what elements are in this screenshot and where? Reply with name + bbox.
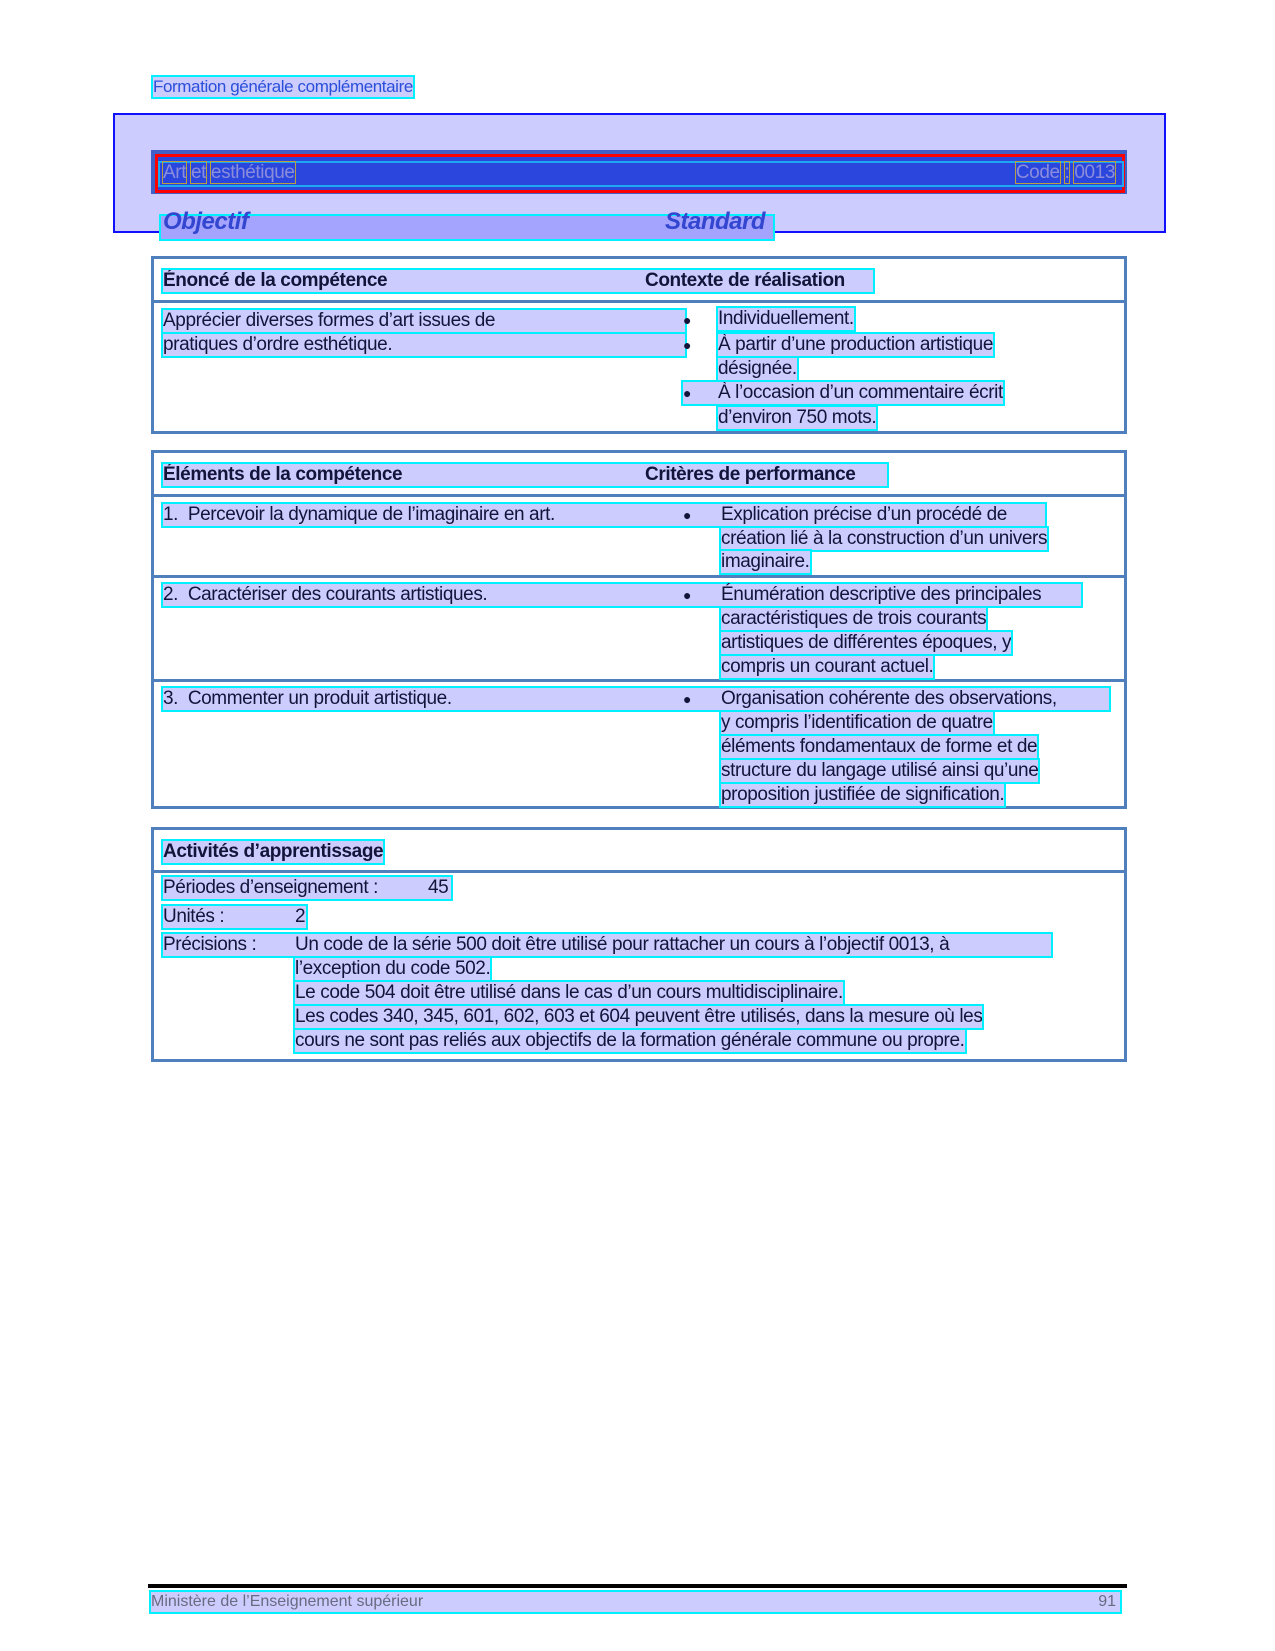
table-divider bbox=[151, 575, 1127, 578]
statement-line: pratiques d’ordre esthétique. bbox=[163, 334, 685, 356]
context-line: Individuellement. bbox=[718, 308, 854, 329]
bullet-icon: ● bbox=[683, 385, 692, 401]
details-line: cours ne sont pas reliés aux objectifs de la formation générale commune ou propre. bbox=[295, 1030, 965, 1051]
criteria-header: Critères de performance bbox=[645, 464, 856, 485]
table-divider bbox=[151, 679, 1127, 682]
footer-rule bbox=[148, 1584, 1127, 1588]
statement-header: Énoncé de la compétence Contexte de réalisation bbox=[163, 270, 873, 292]
units-row: Unités : 2 bbox=[163, 906, 306, 927]
context-line: ● À l’occasion d’un commentaire écrit bbox=[683, 382, 1003, 403]
criteria-line: compris un courant actuel. bbox=[721, 656, 934, 677]
title-band-line bbox=[158, 161, 1124, 187]
context-line: À partir d’une production artistique bbox=[718, 334, 993, 355]
bullet-icon: ● bbox=[683, 312, 692, 328]
details-line: Le code 504 doit être utilisé dans le cas d’un cours multidisciplinaire. bbox=[295, 982, 843, 1003]
statement-line: Apprécier diverses formes d’art issues de bbox=[163, 310, 685, 332]
bullet-icon: ● bbox=[683, 337, 692, 353]
objective-label: Objectif bbox=[163, 208, 249, 235]
periods-row: Périodes d’enseignement : 45 bbox=[163, 877, 451, 899]
course-code: Code : 0013 bbox=[1015, 162, 1115, 183]
details-row: Précisions : Un code de la série 500 doit être utilisé pour rattacher un cours à l’objectif 0013, à bbox=[163, 934, 1051, 956]
criteria-line: proposition justifiée de signification. bbox=[721, 784, 1005, 805]
running-head: Formation générale complémentaire bbox=[153, 77, 413, 96]
element-row-3: 3. Commenter un produit artistique. ● Organisation cohérente des observations, bbox=[163, 688, 1109, 710]
bullet-icon: ● bbox=[683, 507, 692, 523]
table-divider bbox=[151, 300, 1127, 303]
standard-label: Standard bbox=[665, 208, 766, 235]
context-header: Contexte de réalisation bbox=[645, 270, 845, 291]
element-row-2: 2. Caractériser des courants artistiques. ● Énumération descriptive des principales bbox=[163, 584, 1081, 606]
details-line: Les codes 340, 345, 601, 602, 603 et 604 peuvent être utilisés, dans la mesure où les bbox=[295, 1006, 983, 1027]
criteria-line: caractéristiques de trois courants bbox=[721, 608, 987, 629]
page-footer bbox=[151, 1592, 1120, 1612]
page-number: 91 bbox=[1098, 1593, 1116, 1610]
course-title: Art et esthétique bbox=[163, 162, 295, 183]
periods-value: 45 bbox=[428, 877, 449, 898]
footer-ministry: Ministère de l’Enseignement supérieur bbox=[151, 1593, 424, 1610]
units-value: 2 bbox=[295, 906, 306, 927]
bullet-icon: ● bbox=[683, 587, 692, 603]
context-line: d’environ 750 mots. bbox=[718, 407, 877, 428]
elements-header: Éléments de la compétence Critères de performance bbox=[163, 464, 887, 486]
table-divider bbox=[151, 494, 1127, 497]
table-divider bbox=[151, 870, 1127, 873]
criteria-line: création lié à la construction d’un univers bbox=[721, 528, 1048, 549]
activities-header: Activités d’apprentissage bbox=[163, 841, 384, 862]
bullet-icon: ● bbox=[683, 691, 692, 707]
criteria-line: artistiques de différentes époques, y bbox=[721, 632, 1012, 653]
criteria-line: imaginaire. bbox=[721, 551, 810, 572]
details-line: l’exception du code 502. bbox=[295, 958, 491, 979]
criteria-line: éléments fondamentaux de forme et de bbox=[721, 736, 1038, 757]
context-line: désignée. bbox=[718, 358, 797, 379]
element-row-1: 1. Percevoir la dynamique de l’imaginaire en art. ● Explication précise d’un procédé de bbox=[163, 504, 1045, 526]
criteria-line: y compris l’identification de quatre bbox=[721, 712, 993, 733]
criteria-line: structure du langage utilisé ainsi qu’une bbox=[721, 760, 1039, 781]
